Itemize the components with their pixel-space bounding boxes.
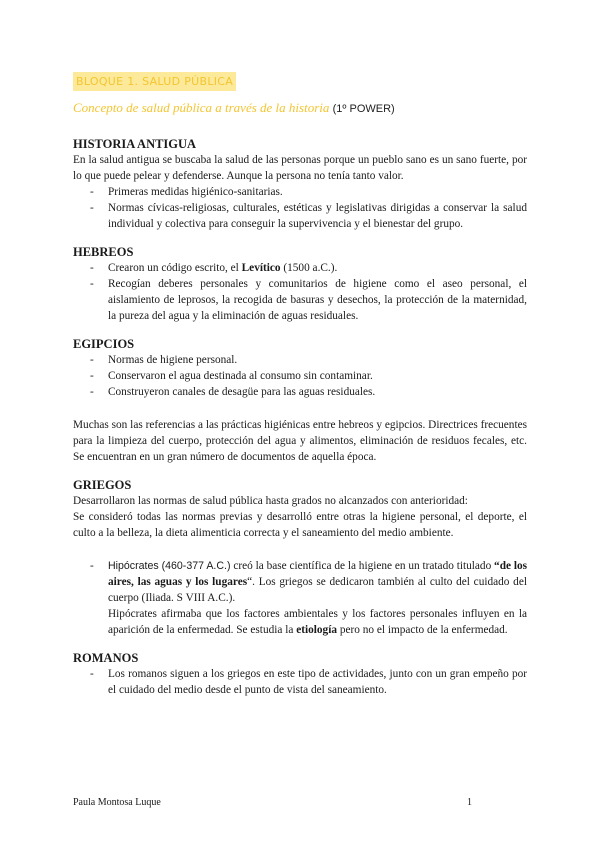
document-body [73, 136, 527, 698]
hebreos-list [73, 260, 527, 324]
list-item: - Los romanos siguen a los griegos en este tipo de actividades, junto con un gran empeño por el cuidado del medio desde el punto de vista del saneamiento. [90, 668, 527, 696]
griegos-list [73, 558, 527, 638]
griegos-paragraph-2: Se consideró todas las normas previas y desarrolló entre otras la higiene personal, el deporte, el culto a la belleza, la dieta alimenticia correcta y el saneamiento del medio ambiente. [73, 511, 527, 539]
page-number: 1 [467, 797, 472, 808]
heading-hebreos: HEBREOS [73, 245, 134, 259]
list-item: - Crearon un código escrito, el Levítico (1500 a.C.). [90, 262, 338, 274]
list-item: - Conservaron el agua destinada al consumo sin contaminar. [90, 370, 373, 382]
egipcios-list [73, 352, 527, 400]
list-item: - Recogían deberes personales y comunitarios de higiene como el aseo personal, el aislamiento de leprosos, la recogida de basuras y desechos, la protección de la maternidad, la pureza del agua y la eliminación de aguas residuales. [90, 278, 527, 322]
concept-title-line [73, 100, 395, 117]
historia-antigua-list [73, 184, 527, 232]
list-item: - Primeras medidas higiénico-sanitarias. [90, 186, 283, 198]
griegos-paragraph-1: Desarrollaron las normas de salud pública hasta grados no alcanzados con anterioridad: [73, 495, 468, 507]
treatise-title: “de los aires, las aguas y los lugares [108, 560, 528, 588]
page-footer [73, 797, 527, 809]
list-item: - Construyeron canales de desagüe para las aguas residuales. [90, 386, 376, 398]
concept-suffix: (1º POWER) [332, 103, 395, 115]
list-item: - Normas de higiene personal. [90, 354, 238, 366]
historia-antigua-paragraph: En la salud antigua se buscaba la salud de las personas porque un pueblo sano es un sano fuerte, por lo que puede pelear y defenderse. Aunque la persona no tenía tanto valor. [73, 154, 527, 182]
romanos-list [73, 666, 527, 698]
list-item: - Normas cívicas-religiosas, culturales, estéticas y legislativas dirigidas a conservar la salud individual y colectiva para conseguir la supervivencia y el bienestar del grupo. [90, 202, 527, 230]
block-title: BLOQUE 1. SALUD PÚBLICA [73, 72, 236, 91]
etiologia-term: etiología [296, 624, 337, 636]
heading-romanos: ROMANOS [73, 651, 139, 665]
heading-historia-antigua: HISTORIA ANTIGUA [73, 137, 197, 151]
concept-title: Concepto de salud pública a través de la historia [73, 100, 330, 115]
heading-egipcios: EGIPCIOS [73, 337, 135, 351]
levitico-term: Levítico [241, 262, 281, 274]
footer-author: Paula Montosa Luque [73, 797, 161, 808]
list-item: - Hipócrates (460-377 A.C.) creó la base científica de la higiene en un tratado titulado “de los aires, las aguas y los lugares“. Los griegos se dedicaron también al culto del cuidado del cuerpo (Iliada. S VIII A.C.). Hipócrates afirmaba que los factores ambientales y los factores personales influyen en la aparición de la enfermedad. Se estudia la etiología pero no el impacto de la enfermedad. [90, 560, 528, 636]
references-paragraph: Muchas son las referencias a las prácticas higiénicas entre hebreos y egipcios. Directrices frecuentes para la limpieza del cuerpo, protección del agua y alimentos, eliminación de residuos fecales, etc. Se encuentran en un gran número de documentos de aquella época. [73, 419, 527, 463]
heading-griegos: GRIEGOS [73, 478, 132, 492]
